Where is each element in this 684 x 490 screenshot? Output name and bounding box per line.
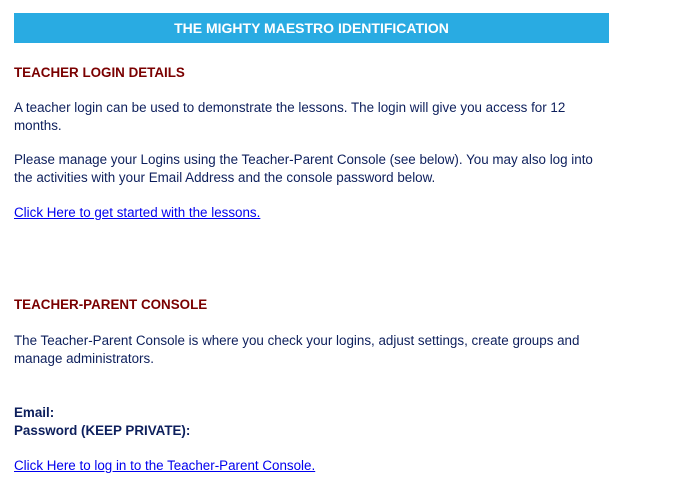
page-banner: THE MIGHTY MAESTRO IDENTIFICATION <box>14 13 609 43</box>
login-manage-text: Please manage your Logins using the Teacher-Parent Console (see below). You may also log into the activities with your Email Address and the console password below. <box>14 152 593 185</box>
email-label: Email: <box>14 405 55 420</box>
console-login-link[interactable]: Click Here to log in to the Teacher-Parent Console. <box>14 458 316 473</box>
teacher-login-heading: TEACHER LOGIN DETAILS <box>14 65 185 80</box>
password-label: Password (KEEP PRIVATE): <box>14 423 191 438</box>
login-intro-text: A teacher login can be used to demonstrate the lessons. The login will give you access for 12 months. <box>14 100 566 133</box>
get-started-link[interactable]: Click Here to get started with the lessons. <box>14 205 261 220</box>
console-heading: TEACHER-PARENT CONSOLE <box>14 297 208 312</box>
console-description-text: The Teacher-Parent Console is where you check your logins, adjust settings, create groups and manage administrators. <box>14 333 580 366</box>
